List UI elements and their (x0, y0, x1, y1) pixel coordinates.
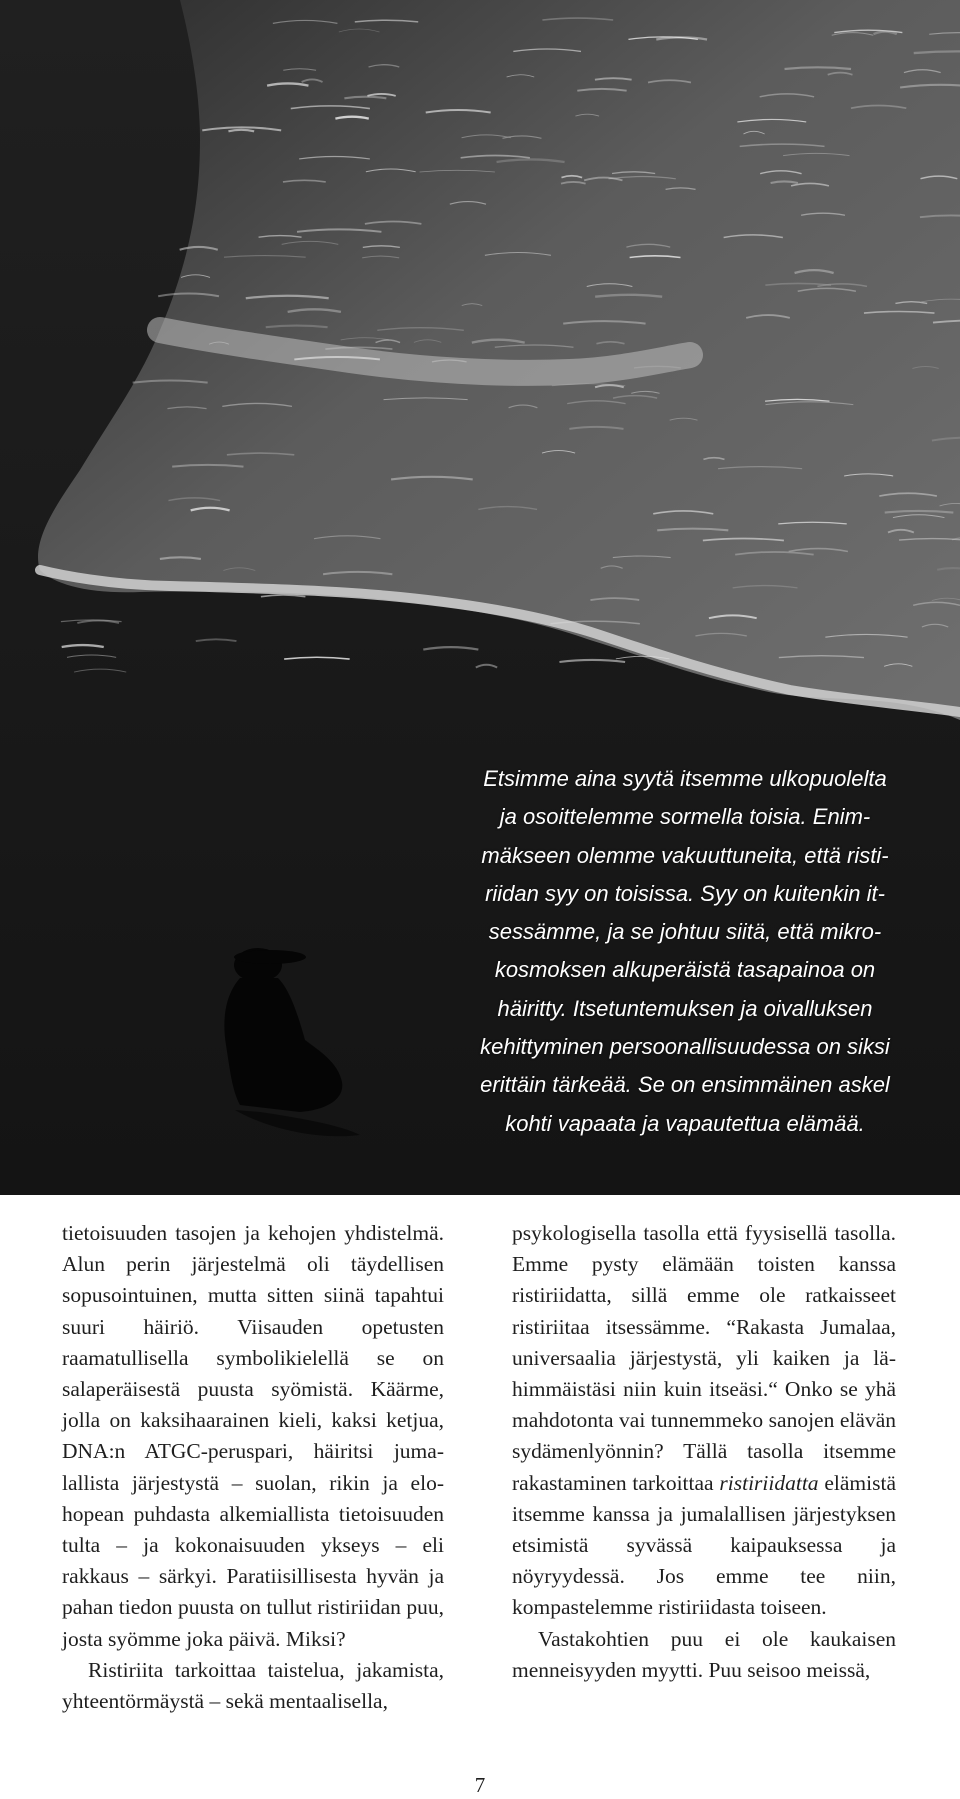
page-number: 7 (474, 1773, 486, 1797)
left-paragraph-1: tietoisuuden tasojen ja kehojen yhdistelmä. Alun perin järjestelmä oli täydellisen sopusointuinen, mutta sitten siinä tapahtui suuri häiriö. Viisauden opetusten raamatullisella symbolikielellä se on salaperäisestä puusta syömistä. Käärme, jolla on kaksihaarainen kieli, kaksi ketjua, DNA:n ATGC-peruspari, häiritsi jumalallista järjestystä – suolan, rikin ja elohopean puhdasta alkemiallista tietoisuuden tulta – ja kokonaisuuden ykseys – eli rakkaus – särkyi. Paratiisillisesta hyvän ja pahan tiedon puusta on tullut ristiriidan puu, josta syömme joka päivä. Miksi? (62, 1221, 444, 1651)
italic-term: ristiriidatta (719, 1470, 819, 1495)
right-text-column (512, 1218, 896, 1686)
right-paragraph-2: Vastakohtien puu ei ole kaukaisen menneisyyden myytti. Puu seisoo meissä, (512, 1626, 896, 1682)
right-paragraph-1: psykologisella tasolla että fyysisellä tasolla. Emme pysty elämään toisten kanssa ristiriidatta, sillä emme ole ratkaisseet ristiriitaa itsessämme. “Rakasta Jumalaa, universaalia järjestystä, yli kaiken ja lähimmäistäsi niin kuin itseäsi.“ Onko se yhä mahdotonta vai tunnemmeko sanojen elävän sydämenlyönnin? Tällä tasolla itsemme rakastaminen tarkoittaa ristiriidatta elämistä itsemme kanssa ja jumalallisen järjestyksen etsimistä syvässä kaipauksessa ja nöyryydessä. Jos emme tee niin, kompastelemme ristiriidasta toiseen. (512, 1221, 896, 1620)
photo-caption: Etsimme aina syytä itsemme ulkopuolelta ja osoittelemme sormella toisia. Enim- mäkseen olemme vakuuttuneita, että risti- riidan syy on toisissa. Syy on kuitenkin it- sessämme, ja se johtuu siitä, että mikro- kosmoksen alkuperäistä tasapainoa on häiritty. Itsetuntemuksen ja oivalluksen kehittyminen persoonallisuudessa on siksi erittäin tärkeää. Se on ensimmäinen askel kohti vapaata ja vapautettua elämää. (480, 766, 890, 1136)
left-paragraph-2: Ristiriita tarkoittaa taistelua, jakamista, yhteentörmäystä – sekä mentaalisella, (62, 1657, 444, 1714)
left-text-column (62, 1218, 444, 1717)
